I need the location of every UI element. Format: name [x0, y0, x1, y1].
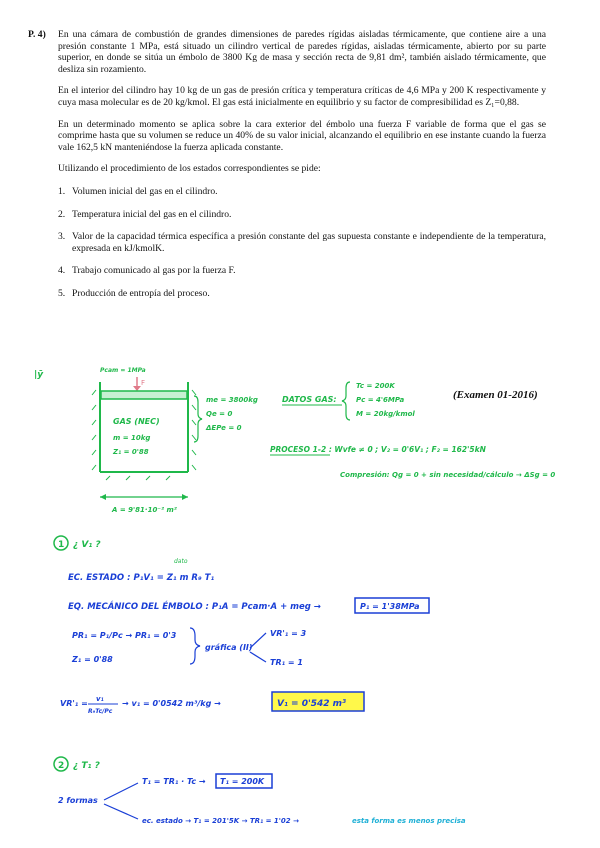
- frac-numerator: v₁: [96, 695, 104, 703]
- reduced-temperature: TR₁ = 1: [270, 658, 303, 667]
- gas-data-label: DATOS GAS:: [282, 395, 337, 404]
- question-item: [58, 288, 546, 300]
- brace: [190, 628, 200, 664]
- question-text: Volumen inicial del gas en el cilindro.: [72, 185, 218, 197]
- question-item: [58, 265, 546, 277]
- answer-1: [54, 536, 429, 715]
- piston-area: A = 9'81·10⁻² m²: [112, 506, 177, 514]
- state-equation: EC. ESTADO : P₁V₁ = Z₁ m R₉ T₁: [68, 573, 215, 583]
- compressibility: Z₁ = 0'88: [72, 655, 113, 664]
- problem-paragraph: En el interior del cilindro hay 10 kg de un gas de presión crítica y temperatura críticas de 4,6 MPa y 200 K respectivamente y cuya masa molecular es de 20 kg/kmol. El gas está inicialmente en equilibrio y su factor de compresibilidad es Z₁=0,88.: [58, 85, 546, 108]
- piston-mass: me = 3800kg: [206, 396, 258, 404]
- external-pressure: Pcam = 1MPa: [100, 367, 146, 374]
- chart-reference: gráfica (II): [205, 643, 253, 652]
- piston: [101, 391, 187, 399]
- question-number: 4.: [58, 265, 66, 277]
- axis-label: |ȳ: [34, 370, 44, 380]
- brace: [342, 382, 350, 420]
- method-2-note: esta forma es menos precisa: [352, 817, 466, 825]
- branch-arrows: [104, 783, 138, 819]
- question-number: 1.: [58, 185, 66, 197]
- piston-equilibrium: EQ. MECÁNICO DEL ÉMBOLO : P₁A = Pcam·A + meg →: [68, 602, 321, 612]
- problem-paragraph: En un determinado momento se aplica sobre la cara exterior del émbolo una fuerza F variable de forma que el gas se comprime hasta que su volumen se reduce un 40% de su valor inicial, alcanzando el equilibrio en ese instante cuando la fuerza vale 162,5 kN manteniéndose la fuerza aplicada constante.: [58, 118, 546, 153]
- question-item: [58, 186, 546, 198]
- answer-number: 2: [58, 761, 65, 771]
- problem-paragraph: En una cámara de combustión de grandes dimensiones de paredes rígidas aisladas térmicamente, que contiene aire a una presión constante 1 MPa, está situado un cilindro vertical de paredes rígidas, aisladas térmicamente, abierto por su parte superior, en donde se sitúa un émbolo de 3800 Kg de masa y sección recta de 9,81 dm², también aislado térmicamente, que desliza sin rozamiento.: [58, 29, 546, 75]
- process-description: PROCESO 1-2 : Wvfe ≠ 0 ; V₂ = 0'6V₁ ; F₂ = 162'5kN: [270, 445, 486, 454]
- question-number: 2.: [58, 208, 66, 220]
- question-text: Temperatura inicial del gas en el cilindro.: [72, 208, 232, 220]
- question-item: [58, 231, 546, 254]
- method-1: T₁ = TR₁ · Tc →: [142, 777, 206, 786]
- gas-data: [270, 382, 555, 479]
- reduced-pressure: PR₁ = P₁/Pc → PR₁ = 0'3: [72, 631, 177, 640]
- problem-label: P. 4): [28, 29, 46, 40]
- problem-paragraph: Utilizando el procedimiento de los estados correspondientes se pide:: [58, 163, 321, 175]
- gas-label: GAS (NEC): [113, 417, 160, 426]
- question-item: [58, 209, 546, 221]
- gas-z1: Z₁ = 0'88: [113, 448, 149, 456]
- specific-volume: → v₁ = 0'0542 m³/kg →: [122, 699, 221, 708]
- piston-heat: Qe = 0: [206, 410, 233, 418]
- p1-result: P₁ = 1'38MPa: [360, 602, 420, 611]
- question-number: 3.: [58, 231, 66, 243]
- t1-result: T₁ = 200K: [220, 777, 265, 786]
- answer-title: ¿ V₁ ?: [73, 540, 101, 550]
- question-text: Valor de la capacidad térmica específica a presión constante del gas supuesta constante e independiente de la temperatura, expresada en kJ/kmolK.: [72, 231, 546, 254]
- handwritten-notes: [0, 360, 600, 848]
- piston-potential: ΔEPe = 0: [206, 424, 242, 432]
- vr-label: VR'₁ =: [60, 699, 88, 708]
- force-label: F: [141, 379, 146, 387]
- exam-tag: (Examen 01-2016): [453, 389, 538, 401]
- method-2: ec. estado → T₁ = 201'5K → TR₁ = 1'02 →: [142, 817, 299, 825]
- two-ways-label: 2 formas: [58, 796, 98, 805]
- reduced-volume: VR'₁ = 3: [270, 629, 307, 638]
- answer-number: 1: [58, 540, 65, 550]
- data-note: dato: [174, 558, 188, 565]
- critical-pressure: Pc = 4'6MPa: [356, 396, 405, 404]
- brace: [194, 396, 202, 442]
- gas-mass: m = 10kg: [113, 434, 151, 442]
- question-number: 5.: [58, 287, 66, 299]
- question-list: [58, 186, 546, 300]
- v1-result: V₁ = 0'542 m³: [277, 699, 346, 709]
- molar-mass: M = 20kg/kmol: [356, 410, 415, 418]
- answer-title: ¿ T₁ ?: [73, 761, 100, 771]
- question-text: Trabajo comunicado al gas por la fuerza F.: [72, 265, 236, 277]
- problem-body: [58, 29, 546, 300]
- problem-statement: [28, 29, 546, 311]
- answer-2: [54, 757, 466, 825]
- critical-temperature: Tc = 200K: [356, 382, 395, 390]
- process-compression: Compresión: Qg = 0 + sin necesidad/cálculo → ΔSg = 0: [340, 471, 556, 479]
- frac-denominator: R₉Tc/Pc: [88, 708, 113, 715]
- dimension-arrowhead: [182, 494, 188, 500]
- question-text: Producción de entropía del proceso.: [72, 287, 210, 299]
- cylinder-diagram: [34, 367, 258, 514]
- dimension-arrowhead: [100, 494, 106, 500]
